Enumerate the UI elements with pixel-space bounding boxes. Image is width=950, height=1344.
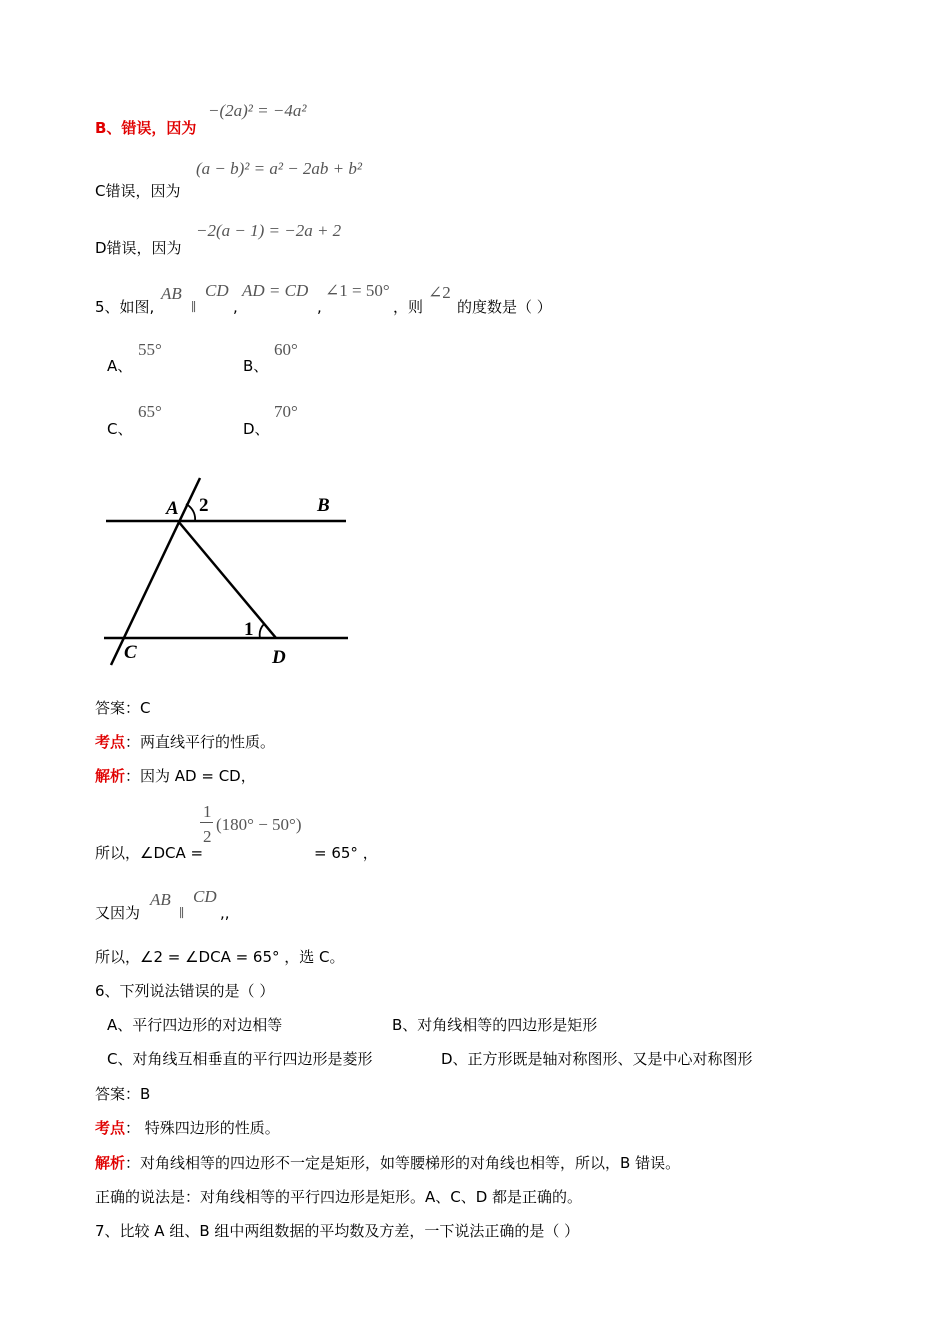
fraction-numerator: 1 — [203, 802, 212, 821]
q6-option-a: A、平行四边形的对边相等 — [107, 1016, 283, 1034]
fig-point-b: B — [317, 495, 330, 516]
q5-answer: 答案：C — [95, 699, 151, 717]
q5-kaodian-text: ：两直线平行的性质。 — [125, 733, 276, 751]
fig-angle-1-label: 1 — [244, 619, 254, 640]
q6-stem: 6、下列说法错误的是（ ） — [95, 982, 275, 1000]
angle-1-arc — [260, 624, 264, 638]
fig-point-d: D — [272, 647, 286, 668]
q5-comma-1: , — [233, 298, 238, 316]
q6-option-d: D、正方形既是轴对称图形、又是中心对称图形 — [441, 1050, 753, 1068]
fraction-rest: (180° − 50°) — [216, 815, 302, 834]
q5-math-angle1: ∠1 = 50° — [325, 281, 390, 300]
fig-point-c: C — [124, 642, 137, 663]
q5-math-ab: AB — [161, 284, 182, 303]
q5-option-b-label: B、 — [243, 357, 269, 375]
q5-jiexi-label: 解析 — [95, 767, 126, 785]
q5-step2-prefix: 又因为 — [95, 904, 141, 922]
formula-d: −2(a − 1) = −2a + 2 — [196, 221, 342, 240]
q5-step1-suffix: = 65° ， — [314, 844, 378, 862]
q5-step2-cd: CD — [193, 887, 217, 906]
q5-comma-2: , — [317, 298, 322, 316]
q6-kaodian-text: ： 特殊四边形的性质。 — [125, 1119, 280, 1137]
q6-jiexi — [95, 1156, 680, 1171]
q6-correct-statement: 正确的说法是：对角线相等的平行四边形是矩形。A、C、D 都是正确的。 — [95, 1188, 583, 1206]
q6-option-b: B、对角线相等的四边形是矩形 — [392, 1016, 598, 1034]
q5-math-ad-cd: AD = CD — [242, 281, 309, 300]
q5-kaodian — [95, 735, 275, 750]
q6-kaodian — [95, 1121, 280, 1136]
option-c-wrong: C错误，因为 — [95, 182, 181, 200]
q5-option-c-label: C、 — [107, 420, 133, 438]
fraction-denominator: 2 — [203, 827, 212, 846]
fig-point-a: A — [166, 498, 179, 519]
q6-kaodian-label: 考点 — [95, 1119, 126, 1137]
q5-option-a-label: A、 — [107, 357, 133, 375]
fraction-bar — [200, 822, 213, 823]
q7-stem: 7、比较 A 组、B 组中两组数据的平均数及方差，一下说法正确的是（ ） — [95, 1222, 580, 1240]
q6-jiexi-text: ：对角线相等的四边形不一定是矩形，如等腰梯形的对角线也相等，所以，B 错误。 — [125, 1154, 681, 1172]
q5-jiexi-text: ：因为 AD = CD， — [125, 767, 256, 785]
q5-stem-prefix: 5、如图, — [95, 298, 155, 316]
q5-option-a-value: 55° — [138, 340, 162, 359]
fig-angle-2-label: 2 — [199, 495, 209, 516]
q6-answer: 答案：B — [95, 1085, 151, 1103]
formula-c: (a − b)² = a² − 2ab + b² — [196, 159, 362, 178]
q5-parallel-sign: ∥ — [191, 300, 197, 314]
q5-kaodian-label: 考点 — [95, 733, 126, 751]
option-d-wrong: D错误，因为 — [95, 239, 182, 257]
formula-b: −(2a)² = −4a² — [208, 101, 307, 120]
q5-option-d-label: D、 — [243, 420, 270, 438]
q5-step3: 所以，∠2 = ∠DCA = 65° ，选 C。 — [95, 948, 345, 966]
q5-math-angle2: ∠2 — [428, 283, 451, 302]
q5-step2-suffix: ,, — [220, 904, 230, 922]
q5-step2-ab: AB — [150, 890, 171, 909]
option-b-wrong: B、错误，因为 — [95, 119, 197, 137]
q5-stem-suffix: 的度数是（ ） — [457, 298, 552, 316]
q5-option-b-value: 60° — [274, 340, 298, 359]
q5-option-c-value: 65° — [138, 402, 162, 421]
q6-option-c: C、对角线互相垂直的平行四边形是菱形 — [107, 1050, 373, 1068]
q5-step1-prefix: 所以，∠DCA = — [95, 844, 204, 862]
q6-jiexi-label: 解析 — [95, 1154, 126, 1172]
q5-math-cd: CD — [205, 281, 229, 300]
q5-step2-parallel: ∥ — [179, 906, 185, 920]
line-ad — [178, 521, 276, 638]
q5-then: ，则 — [393, 298, 424, 316]
q5-jiexi — [95, 769, 256, 784]
q5-option-d-value: 70° — [274, 402, 298, 421]
